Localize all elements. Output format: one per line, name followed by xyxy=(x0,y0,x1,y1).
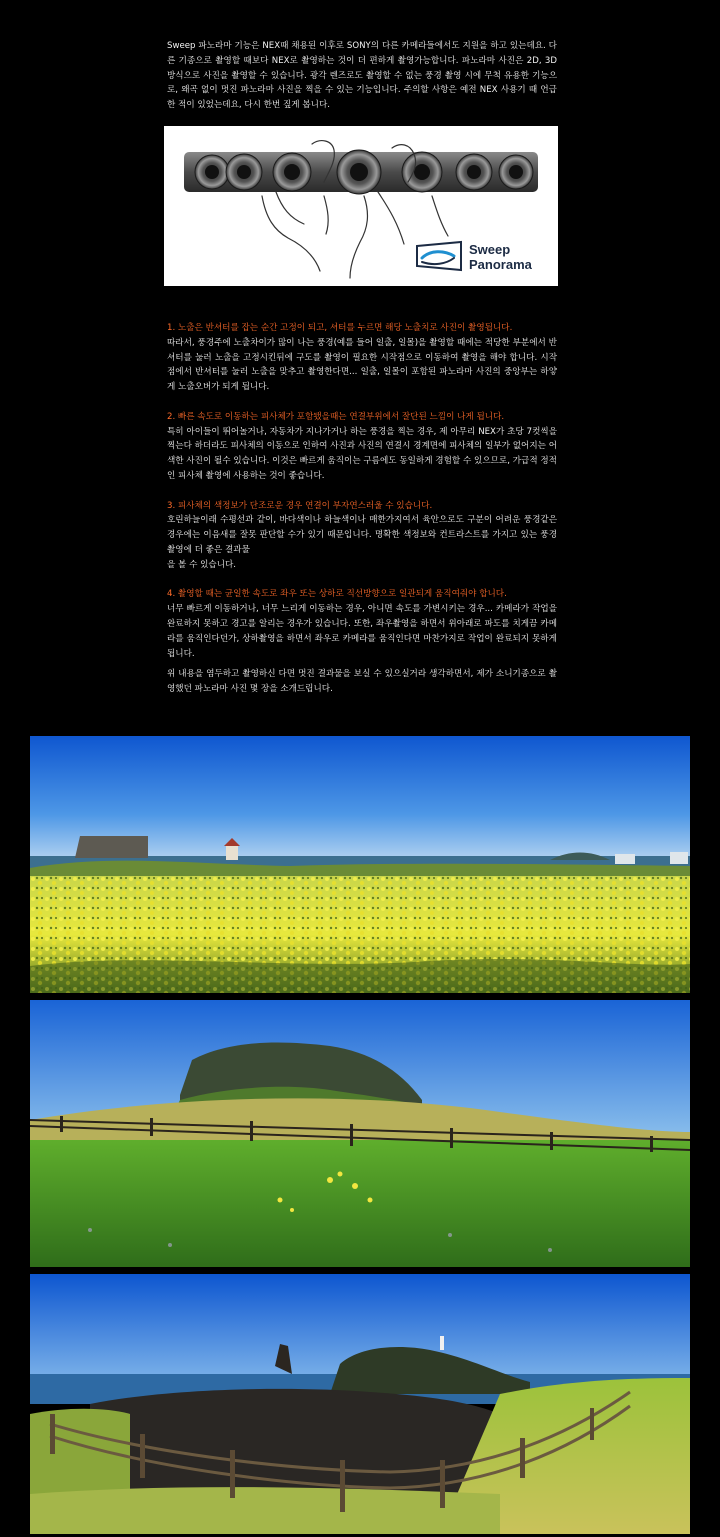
tip-body: 따라서, 풍경주에 노출차이가 많이 나는 풍경(예를 들어 일출, 일몰)을 촬영할 때에는 적당한 부분에서 반셔터를 눌러 노출을 고정시킨뒤에 구도를 촬영이 필요한 시작점으로 이동하여 촬영을 해야 합니다. 시작점에서 반셔터를 눌러 노출을 맞추고 촬영한다면... 일출, 일몰이 포함된 파노라마 사진의 중앙부는 하얗게 노출오버가 되게 됩니다. xyxy=(167,337,557,393)
outro-text xyxy=(167,667,557,697)
tip-3 xyxy=(167,499,557,573)
tip-body: 특히 아이들이 뛰어놀거나, 자동차가 지나가거나 하는 풍경을 찍는 경우, 제 아무리 NEX가 초당 7컷씩을 찍는다 하더라도 피사체의 이동으로 인하여 사진과 사진의 연결시 경계면에 피사체의 일부가 없어지는 어색한 사진이 될수 있습니다. 이것은 빠르게 움직이는 구름에도 동일하게 경험할 수 있으므로, 가급적 정적인 피사체 촬영에 사용하는 것이 좋습니다. xyxy=(167,426,557,481)
tips-list xyxy=(167,321,557,676)
tip-2 xyxy=(167,410,557,484)
outro-paragraph: 위 내용을 염두하고 촬영하신 다면 멋진 결과물을 보실 수 있으실거라 생각하면서, 제가 소니기종으로 촬영했던 파노라마 사진 몇 장을 소개드립니다. xyxy=(167,669,557,694)
tip-body: 너무 빠르게 이동하거나, 너무 느리게 이동하는 경우, 아니면 속도를 가변시키는 경우... 카메라가 작업을 완료하지 못하고 경고를 알리는 경우가 있습니다. 또한, 좌우촬영을 하면서 위아래로 파도를 치게끔 카메라를 움직인다던가, 상하촬영을 하면서 좌우로 카메라를 움직인다면 마찬가지로 작업이 완료되지 못하게 됩니다. xyxy=(167,604,557,659)
camera-strip xyxy=(184,150,538,194)
tip-heading: 1. 노출은 반셔터를 잡는 순간 고정이 되고, 셔터를 누르면 해당 노출치로 사진이 촬영됩니다. xyxy=(167,323,513,333)
sweep-panorama-illustration xyxy=(164,126,558,286)
tip-body: 호린하늘이래 수평선과 같이, 바다색이나 하늘색이나 매한가지여서 육안으로도 구분이 어려운 풍경같은 경우에는 이음새를 잘못 판단할 수가 있기 때문입니다. 명확한 색정보와 컨트라스트를 가지고 있는 풍경촬영에 더 좋은 결과물 을 볼 수 있습니다. xyxy=(167,515,557,570)
panorama-photo-coastal-cliffs xyxy=(30,1274,690,1534)
intro-text xyxy=(167,39,557,113)
tip-heading: 2. 빠른 속도로 이동하는 피사체가 포함됐을때는 연결부위에서 잘단된 느낌이 나게 됩니다. xyxy=(167,411,505,422)
intro-paragraph: Sweep 파노라마 기능은 NEX때 채용된 이후로 SONY의 다른 카메라들에서도 지원을 하고 있는데요. 다른 기종으로 촬영할 때보다 NEX로 촬영하는 것이 더 편하게 촬영가능합니다. 파노라마 사진은 2D, 3D 방식으로 사진을 촬영할 수 있습니다. 광각 렌즈로도 촬영할 수 없는 풍경 촬영 시에 무척 유용한 기능으로, 왜곡 없이 멋진 파노라마 사진을 찍을 수 있는 기능입니다. 주의할 사항은 예전 NEX 사용기 때 언급한 적이 있었는데요, 다시 한번 짚게 봅니다. xyxy=(167,41,557,111)
sweep-panorama-logo xyxy=(417,242,533,272)
tip-heading: 4. 촬영할 때는 균일한 속도로 좌우 또는 상하로 직선방향으로 일관되게 움직여줘야 합니다. xyxy=(167,589,507,600)
logo-line1: Sweep xyxy=(469,242,511,257)
tip-4 xyxy=(167,587,557,661)
tip-1 xyxy=(167,321,557,395)
panorama-photo-rapeseed-field xyxy=(30,736,690,993)
logo-line2: Panorama xyxy=(469,257,532,272)
tip-heading: 3. 피사체의 색정보가 단조로운 경우 연결이 부자연스러울 수 있습니다. xyxy=(167,500,433,511)
panorama-photo-crater-meadow xyxy=(30,1000,690,1267)
